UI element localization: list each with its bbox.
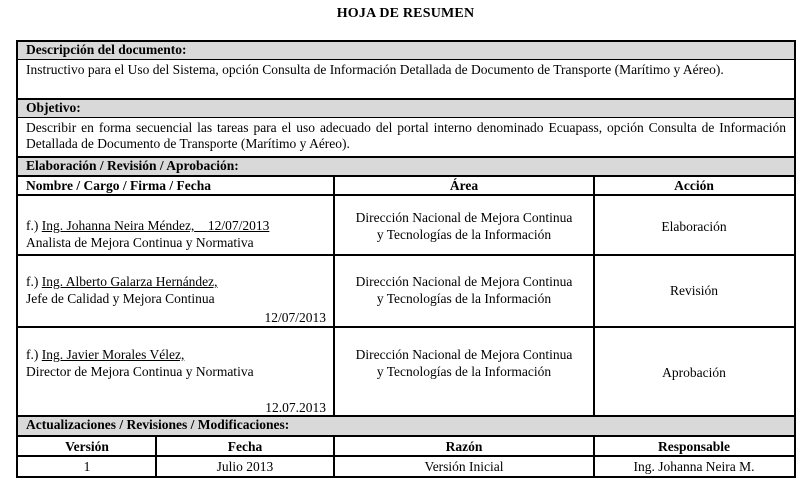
signer-name: Ing. Johanna Neira Méndez,	[41, 218, 195, 233]
signer-cargo: Jefe de Calidad y Mejora Continua	[26, 291, 215, 306]
accion-row-1: Elaboración	[661, 219, 727, 234]
area-row-2: Dirección Nacional de Mejora Continua y Tecnologías de la Información	[355, 274, 573, 306]
col-header-responsable: Responsable	[657, 439, 730, 454]
area-row-3: Dirección Nacional de Mejora Continua y Tecnologías de la Información	[355, 347, 573, 379]
accion-row-3: Aprobación	[662, 365, 726, 380]
firma-row-1: f.) Ing. Johanna Neira Méndez, 12/07/2013 Analista de Mejora Continua y Normativa	[26, 217, 326, 251]
signer-date-3: 12.07.2013	[265, 400, 326, 415]
fecha-cell: Julio 2013	[216, 459, 274, 474]
signer-date-2: 12/07/2013	[264, 310, 326, 325]
section-header-actualizaciones: Actualizaciones / Revisiones / Modificaciones:	[18, 417, 794, 435]
summary-table	[16, 40, 796, 478]
signer-cargo: Analista de Mejora Continua y Normativa	[26, 235, 254, 250]
area-row-1: Dirección Nacional de Mejora Continua y Tecnologías de la Información	[355, 210, 573, 242]
section-header-descripcion: Descripción del documento:	[18, 42, 794, 59]
version-cell: 1	[83, 459, 91, 474]
razon-cell: Versión Inicial	[424, 459, 504, 474]
accion-row-2: Revisión	[669, 283, 718, 298]
signer-name: Ing. Alberto Galarza Hernández,	[41, 274, 218, 289]
section-header-elaboracion: Elaboración / Revisión / Aprobación:	[18, 158, 794, 175]
col-header-razon: Razón	[445, 439, 483, 454]
signer-cargo: Director de Mejora Continua y Normativa	[26, 364, 254, 379]
descripcion-text: Instructivo para el Uso del Sistema, opción Consulta de Información Detallada de Documento de Transporte (Marítimo y Aéreo).	[26, 62, 724, 77]
firma-row-3: f.) Ing. Javier Morales Vélez, Director de Mejora Continua y Normativa	[26, 346, 326, 380]
col-header-accion: Acción	[674, 178, 714, 193]
col-header-version: Versión	[65, 439, 109, 454]
col-header-area: Área	[449, 178, 479, 193]
signer-name: Ing. Javier Morales Vélez,	[41, 347, 185, 362]
objetivo-text: Describir en forma secuencial las tareas para el uso adecuado del portal interno denominado Ecuapass, opción Consulta de Información Detallada de Documento de Transporte (Marítimo y Aéreo).	[26, 120, 786, 151]
section-header-objetivo: Objetivo:	[18, 100, 794, 117]
col-header-fecha: Fecha	[227, 439, 263, 454]
firma-row-2: f.) Ing. Alberto Galarza Hernández, Jefe de Calidad y Mejora Continua	[26, 273, 326, 307]
signer-date: 12/07/2013	[207, 218, 270, 233]
responsable-cell: Ing. Johanna Neira M.	[633, 459, 755, 474]
col-header-nombre: Nombre / Cargo / Firma / Fecha	[26, 178, 211, 193]
page-title: HOJA DE RESUMEN	[336, 6, 475, 21]
